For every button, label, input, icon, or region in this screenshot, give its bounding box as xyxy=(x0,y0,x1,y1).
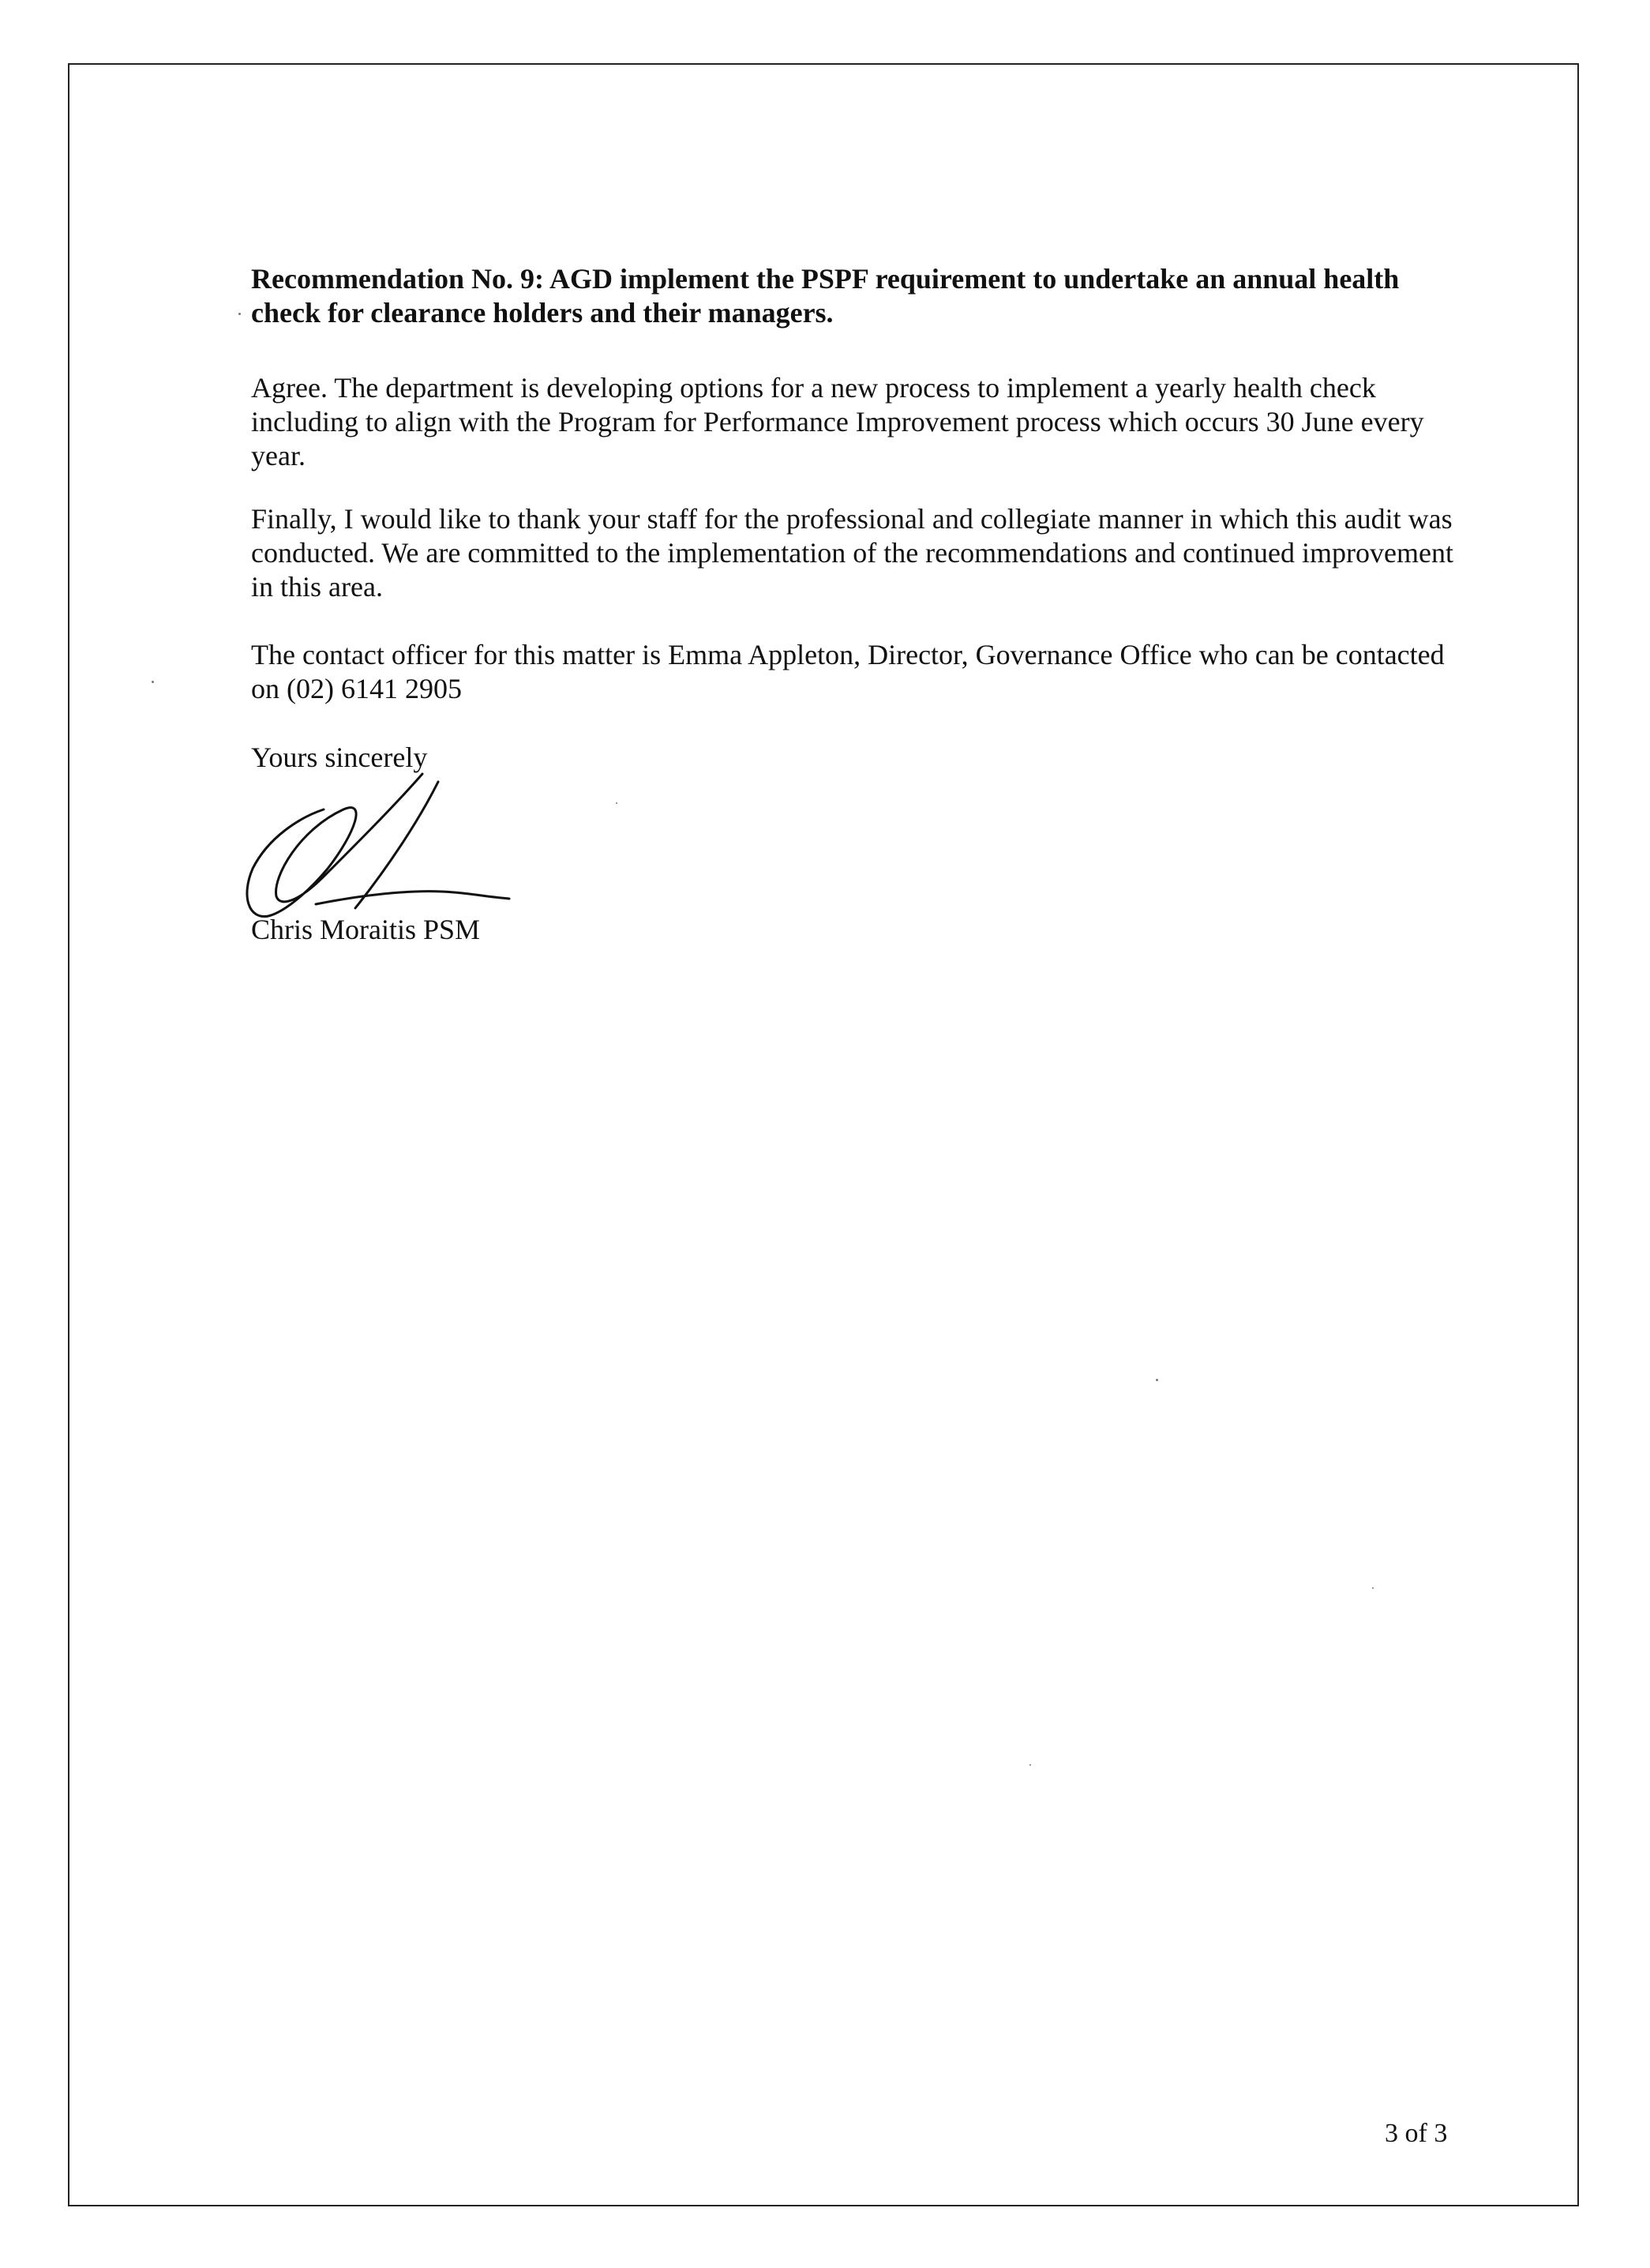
scan-speck xyxy=(238,313,241,315)
handwritten-signature xyxy=(237,758,521,932)
page-number: 3 of 3 xyxy=(1385,2119,1448,2148)
recommendation-heading: Recommendation No. 9: AGD implement the PSPF requirement to undertake an annual health check for clearance holders and their managers. xyxy=(251,263,1400,329)
thanks-paragraph: Finally, I would like to thank your staff for the professional and collegiate manner in which this audit was conducted. We are committed to the implementation of the recommendations and continued improvement in this area. xyxy=(251,503,1453,603)
scan-speck xyxy=(1372,1587,1374,1589)
recommendation-response: Agree. The department is developing options for a new process to implement a yearly health check including to align with the Program for Performance Improvement process which occurs 30 June every year. xyxy=(251,372,1424,471)
signatory-name: Chris Moraitis PSM xyxy=(251,914,481,945)
scan-speck xyxy=(1029,1764,1031,1766)
scan-speck xyxy=(616,802,617,804)
contact-paragraph: The contact officer for this matter is Emma Appleton, Director, Governance Office who can be contacted on (02) 6141 2905 xyxy=(251,639,1445,704)
scan-speck xyxy=(152,681,154,683)
salutation: Yours sincerely xyxy=(251,742,428,773)
scan-speck xyxy=(1156,1379,1158,1381)
